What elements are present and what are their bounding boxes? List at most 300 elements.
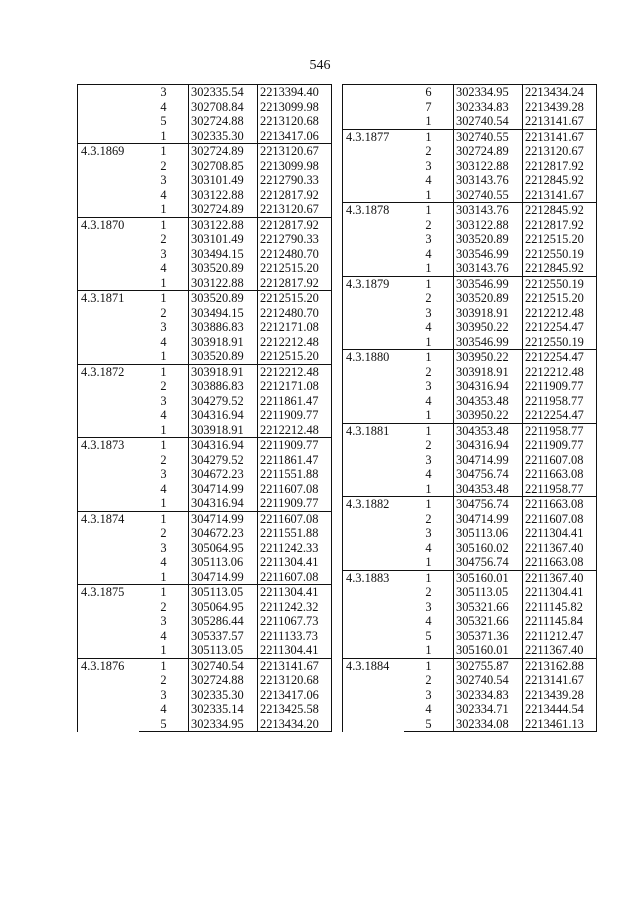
x-coordinate-cell: 303918.91 (454, 365, 523, 380)
point-number-cell: 1 (404, 129, 454, 144)
point-number-cell: 1 (160, 643, 167, 658)
x-coordinate-cell: 303520.89 (454, 232, 523, 247)
point-number-cell: 2 (160, 452, 167, 467)
x-coordinate-cell: 303494.15 (189, 247, 258, 262)
x-coordinate-cell: 304316.94 (189, 408, 258, 423)
point-number-cell: 3 (160, 320, 167, 335)
point-number-cell: 4 (425, 246, 432, 261)
y-coordinate-cell: 2212212.48 (258, 364, 332, 379)
x-coordinate-cell: 304279.52 (189, 453, 258, 468)
point-number-cell: 3 (160, 467, 167, 482)
y-coordinate-cell: 2211909.77 (523, 379, 597, 394)
y-coordinate-cell: 2212817.92 (258, 276, 332, 291)
table-row (343, 423, 597, 438)
y-coordinate-cell: 2212845.92 (523, 173, 597, 188)
y-coordinate-cell: 2212515.20 (258, 349, 332, 364)
point-number-cell: 1 (160, 422, 167, 437)
y-coordinate-cell: 2211145.82 (523, 600, 597, 615)
parcel-id-cell (78, 85, 140, 144)
x-coordinate-cell: 303520.89 (189, 349, 258, 364)
parcel-id-cell: 4.3.1877 (343, 129, 405, 203)
y-coordinate-cell: 2211909.77 (523, 438, 597, 453)
table-row (343, 497, 597, 512)
x-coordinate-cell: 305286.44 (189, 614, 258, 629)
point-number-cell: 1 (425, 643, 432, 658)
table-row (343, 350, 597, 365)
coordinate-table-left (77, 84, 332, 732)
y-coordinate-cell: 2212254.47 (523, 408, 597, 423)
y-coordinate-cell: 2211212.47 (523, 629, 597, 644)
point-number-cell: 2 (425, 291, 432, 306)
y-coordinate-cell: 2211304.41 (523, 526, 597, 541)
x-coordinate-cell: 302724.89 (189, 202, 258, 217)
x-coordinate-cell: 302335.30 (189, 688, 258, 703)
y-coordinate-cell: 2213120.67 (258, 202, 332, 217)
y-coordinate-cell: 2211607.08 (258, 570, 332, 585)
y-coordinate-cell: 2213141.67 (258, 658, 332, 673)
x-coordinate-cell: 305321.66 (454, 614, 523, 629)
point-number-cell: 3 (425, 379, 432, 394)
parcel-id-cell: 4.3.1876 (78, 658, 140, 732)
y-coordinate-cell: 2211909.77 (258, 496, 332, 511)
y-coordinate-cell: 2212845.92 (523, 203, 597, 218)
point-number-cell: 1 (139, 291, 189, 306)
table-row (78, 364, 332, 379)
y-coordinate-cell: 2213461.13 (523, 717, 597, 732)
point-number-cell: 1 (425, 408, 432, 423)
y-coordinate-cell: 2211242.33 (258, 541, 332, 556)
x-coordinate-cell: 304353.48 (454, 394, 523, 409)
x-coordinate-cell: 303122.88 (189, 276, 258, 291)
x-coordinate-cell: 302708.85 (189, 159, 258, 174)
parcel-id-cell: 4.3.1878 (343, 203, 405, 277)
point-number-cell: 4 (425, 320, 432, 335)
y-coordinate-cell: 2213434.20 (258, 717, 332, 732)
x-coordinate-cell: 304714.99 (189, 570, 258, 585)
y-coordinate-cell: 2211607.08 (258, 511, 332, 526)
y-coordinate-cell: 2211607.08 (258, 482, 332, 497)
parcel-id-cell: 4.3.1881 (343, 423, 405, 497)
point-number-cell: 1 (160, 128, 167, 143)
x-coordinate-cell: 304316.94 (189, 496, 258, 511)
y-coordinate-cell: 2212817.92 (523, 218, 597, 233)
point-number-cell: 2 (160, 599, 167, 614)
point-number-cell: 5 (160, 114, 167, 129)
x-coordinate-cell: 303520.89 (189, 261, 258, 276)
point-number-cell: 1 (139, 144, 189, 159)
point-number-cell: 1 (404, 497, 454, 512)
x-coordinate-cell: 305113.05 (189, 585, 258, 600)
y-coordinate-cell: 2211133.73 (258, 629, 332, 644)
point-number-cell: 5 (425, 628, 432, 643)
x-coordinate-cell: 302740.54 (454, 114, 523, 129)
y-coordinate-cell: 2212212.48 (523, 365, 597, 380)
x-coordinate-cell: 304279.52 (189, 394, 258, 409)
parcel-id-cell: 4.3.1869 (78, 144, 140, 218)
y-coordinate-cell: 2211551.88 (258, 526, 332, 541)
table-row (78, 217, 332, 232)
point-number-cell: 3 (160, 393, 167, 408)
parcel-id-cell: 4.3.1872 (78, 364, 140, 438)
point-number-cell: 3 (160, 540, 167, 555)
parcel-id-cell: 4.3.1884 (343, 658, 405, 732)
x-coordinate-cell: 303546.99 (454, 247, 523, 262)
point-number-cell: 4 (425, 614, 432, 629)
point-number-cell: 1 (139, 217, 189, 232)
y-coordinate-cell: 2211367.40 (523, 643, 597, 658)
point-number-cell: 3 (160, 173, 167, 188)
y-coordinate-cell: 2211607.08 (523, 512, 597, 527)
y-coordinate-cell: 2212212.48 (258, 423, 332, 438)
y-coordinate-cell: 2213394.40 (258, 85, 332, 100)
table-row (343, 129, 597, 144)
x-coordinate-cell: 302724.88 (189, 114, 258, 129)
table-row (343, 276, 597, 291)
y-coordinate-cell: 2212212.48 (523, 306, 597, 321)
parcel-id-cell: 4.3.1883 (343, 570, 405, 658)
x-coordinate-cell: 302740.55 (454, 188, 523, 203)
point-number-cell: 4 (160, 99, 167, 114)
y-coordinate-cell: 2213434.24 (523, 85, 597, 100)
x-coordinate-cell: 303520.89 (454, 291, 523, 306)
point-number-cell: 5 (404, 717, 454, 732)
table-row (78, 144, 332, 159)
point-number-cell: 3 (425, 526, 432, 541)
y-coordinate-cell: 2212550.19 (523, 335, 597, 350)
x-coordinate-cell: 302334.08 (454, 717, 523, 732)
point-number-cell: 4 (160, 628, 167, 643)
point-number-cell: 3 (425, 452, 432, 467)
y-coordinate-cell: 2212845.92 (523, 261, 597, 276)
parcel-id-cell: 4.3.1879 (343, 276, 405, 350)
point-number-cell: 3 (425, 232, 432, 247)
coordinate-table-right (342, 84, 597, 732)
point-number-cell: 2 (425, 217, 432, 232)
x-coordinate-cell: 302740.54 (189, 658, 258, 673)
point-number-cell: 2 (160, 673, 167, 688)
x-coordinate-cell: 303950.22 (454, 320, 523, 335)
y-coordinate-cell: 2211663.08 (523, 497, 597, 512)
x-coordinate-cell: 303520.89 (189, 291, 258, 306)
parcel-id-cell (343, 85, 405, 130)
point-number-cell: 3 (160, 687, 167, 702)
x-coordinate-cell: 302708.84 (189, 100, 258, 115)
point-number-cell: 1 (160, 202, 167, 217)
point-number-cell: 2 (160, 379, 167, 394)
x-coordinate-cell: 305064.95 (189, 541, 258, 556)
x-coordinate-cell: 304714.99 (454, 453, 523, 468)
point-number-cell: 2 (160, 232, 167, 247)
y-coordinate-cell: 2213120.68 (258, 114, 332, 129)
table-row (78, 585, 332, 600)
y-coordinate-cell: 2212171.08 (258, 379, 332, 394)
y-coordinate-cell: 2213120.67 (523, 144, 597, 159)
x-coordinate-cell: 302755.87 (454, 658, 523, 673)
x-coordinate-cell: 303950.22 (454, 350, 523, 365)
page-number: 546 (309, 58, 331, 73)
point-number-cell: 3 (160, 614, 167, 629)
y-coordinate-cell: 2211551.88 (258, 467, 332, 482)
x-coordinate-cell: 304353.48 (454, 482, 523, 497)
point-number-cell: 1 (404, 658, 454, 673)
y-coordinate-cell: 2211145.84 (523, 614, 597, 629)
x-coordinate-cell: 304714.99 (189, 482, 258, 497)
point-number-cell: 1 (404, 423, 454, 438)
x-coordinate-cell: 305113.06 (454, 526, 523, 541)
point-number-cell: 4 (160, 334, 167, 349)
parcel-id-cell: 4.3.1875 (78, 585, 140, 659)
x-coordinate-cell: 304714.99 (189, 511, 258, 526)
x-coordinate-cell: 302724.89 (454, 144, 523, 159)
point-number-cell: 3 (425, 305, 432, 320)
y-coordinate-cell: 2211909.77 (258, 408, 332, 423)
point-number-cell: 4 (160, 261, 167, 276)
y-coordinate-cell: 2212817.92 (258, 217, 332, 232)
point-number-cell: 3 (425, 599, 432, 614)
point-number-cell: 1 (425, 187, 432, 202)
point-number-cell: 4 (425, 540, 432, 555)
y-coordinate-cell: 2212790.33 (258, 173, 332, 188)
point-number-cell: 1 (425, 481, 432, 496)
x-coordinate-cell: 303546.99 (454, 335, 523, 350)
y-coordinate-cell: 2213141.67 (523, 673, 597, 688)
y-coordinate-cell: 2211909.77 (258, 438, 332, 453)
y-coordinate-cell: 2211861.47 (258, 394, 332, 409)
x-coordinate-cell: 304756.74 (454, 555, 523, 570)
y-coordinate-cell: 2213417.06 (258, 129, 332, 144)
y-coordinate-cell: 2212817.92 (258, 188, 332, 203)
y-coordinate-cell: 2212515.20 (258, 261, 332, 276)
y-coordinate-cell: 2211663.08 (523, 555, 597, 570)
y-coordinate-cell: 2213162.88 (523, 658, 597, 673)
point-number-cell: 4 (425, 467, 432, 482)
point-number-cell: 4 (160, 481, 167, 496)
parcel-id-cell: 4.3.1882 (343, 497, 405, 571)
point-number-cell: 2 (160, 305, 167, 320)
point-number-cell: 2 (160, 158, 167, 173)
x-coordinate-cell: 303918.91 (454, 306, 523, 321)
point-number-cell: 2 (425, 144, 432, 159)
point-number-cell: 4 (425, 393, 432, 408)
y-coordinate-cell: 2212254.47 (523, 320, 597, 335)
table-row (78, 511, 332, 526)
y-coordinate-cell: 2213120.68 (258, 673, 332, 688)
x-coordinate-cell: 302740.54 (454, 673, 523, 688)
y-coordinate-cell: 2213099.98 (258, 100, 332, 115)
y-coordinate-cell: 2211861.47 (258, 453, 332, 468)
x-coordinate-cell: 303546.99 (454, 276, 523, 291)
parcel-id-cell: 4.3.1873 (78, 438, 140, 512)
point-number-cell: 2 (425, 438, 432, 453)
point-number-cell: 7 (425, 99, 432, 114)
y-coordinate-cell: 2211958.77 (523, 394, 597, 409)
point-number-cell: 4 (425, 702, 432, 717)
table-row (343, 570, 597, 585)
point-number-cell: 2 (160, 526, 167, 541)
y-coordinate-cell: 2211367.40 (523, 541, 597, 556)
point-number-cell: 5 (139, 717, 189, 732)
point-number-cell: 1 (404, 570, 454, 585)
point-number-cell: 1 (404, 350, 454, 365)
point-number-cell: 1 (160, 349, 167, 364)
x-coordinate-cell: 304714.99 (454, 512, 523, 527)
x-coordinate-cell: 304672.23 (189, 526, 258, 541)
x-coordinate-cell: 303143.76 (454, 261, 523, 276)
y-coordinate-cell: 2211663.08 (523, 467, 597, 482)
y-coordinate-cell: 2213439.28 (523, 688, 597, 703)
x-coordinate-cell: 305160.01 (454, 643, 523, 658)
parcel-id-cell: 4.3.1874 (78, 511, 140, 585)
point-number-cell: 1 (425, 114, 432, 129)
point-number-cell: 1 (160, 275, 167, 290)
y-coordinate-cell: 2213141.67 (523, 188, 597, 203)
x-coordinate-cell: 302335.54 (189, 85, 258, 100)
point-number-cell: 1 (139, 438, 189, 453)
parcel-id-cell: 4.3.1871 (78, 291, 140, 365)
y-coordinate-cell: 2211067.73 (258, 614, 332, 629)
point-number-cell: 3 (425, 158, 432, 173)
x-coordinate-cell: 305113.05 (454, 585, 523, 600)
y-coordinate-cell: 2212212.48 (258, 335, 332, 350)
y-coordinate-cell: 2212480.70 (258, 306, 332, 321)
x-coordinate-cell: 302740.55 (454, 129, 523, 144)
x-coordinate-cell: 305064.95 (189, 600, 258, 615)
y-coordinate-cell: 2212515.20 (523, 232, 597, 247)
x-coordinate-cell: 302334.95 (454, 85, 523, 100)
point-number-cell: 1 (404, 276, 454, 291)
y-coordinate-cell: 2213120.67 (258, 144, 332, 159)
y-coordinate-cell: 2211304.41 (258, 643, 332, 658)
table-row (78, 85, 332, 100)
y-coordinate-cell: 2211304.41 (523, 585, 597, 600)
x-coordinate-cell: 303122.88 (454, 159, 523, 174)
x-coordinate-cell: 302724.88 (189, 673, 258, 688)
point-number-cell: 2 (425, 673, 432, 688)
y-coordinate-cell: 2212254.47 (523, 350, 597, 365)
point-number-cell: 4 (160, 702, 167, 717)
x-coordinate-cell: 302334.83 (454, 688, 523, 703)
y-coordinate-cell: 2213439.28 (523, 100, 597, 115)
x-coordinate-cell: 302335.14 (189, 702, 258, 717)
x-coordinate-cell: 302334.71 (454, 702, 523, 717)
x-coordinate-cell: 304756.74 (454, 497, 523, 512)
point-number-cell: 2 (425, 585, 432, 600)
x-coordinate-cell: 303122.88 (189, 217, 258, 232)
table-row (78, 438, 332, 453)
x-coordinate-cell: 305160.01 (454, 570, 523, 585)
x-coordinate-cell: 303143.76 (454, 173, 523, 188)
x-coordinate-cell: 303494.15 (189, 306, 258, 321)
point-number-cell: 4 (160, 187, 167, 202)
x-coordinate-cell: 303950.22 (454, 408, 523, 423)
x-coordinate-cell: 303101.49 (189, 232, 258, 247)
x-coordinate-cell: 303886.83 (189, 320, 258, 335)
y-coordinate-cell: 2212480.70 (258, 247, 332, 262)
point-number-cell: 4 (160, 408, 167, 423)
point-number-cell: 1 (139, 364, 189, 379)
x-coordinate-cell: 303918.91 (189, 364, 258, 379)
point-number-cell: 1 (404, 203, 454, 218)
x-coordinate-cell: 305113.05 (189, 643, 258, 658)
point-number-cell: 1 (139, 511, 189, 526)
x-coordinate-cell: 303886.83 (189, 379, 258, 394)
point-number-cell: 1 (139, 658, 189, 673)
y-coordinate-cell: 2212790.33 (258, 232, 332, 247)
y-coordinate-cell: 2212817.92 (523, 159, 597, 174)
x-coordinate-cell: 302334.95 (189, 717, 258, 732)
x-coordinate-cell: 304316.94 (454, 438, 523, 453)
y-coordinate-cell: 2211304.41 (258, 555, 332, 570)
parcel-id-cell: 4.3.1880 (343, 350, 405, 424)
parcel-id-cell: 4.3.1870 (78, 217, 140, 291)
x-coordinate-cell: 303918.91 (189, 423, 258, 438)
y-coordinate-cell: 2213099.98 (258, 159, 332, 174)
table-row (343, 203, 597, 218)
point-number-cell: 3 (425, 687, 432, 702)
table-row (78, 291, 332, 306)
x-coordinate-cell: 302335.30 (189, 129, 258, 144)
x-coordinate-cell: 302724.89 (189, 144, 258, 159)
y-coordinate-cell: 2213444.54 (523, 702, 597, 717)
point-number-cell: 1 (425, 555, 432, 570)
x-coordinate-cell: 304316.94 (454, 379, 523, 394)
y-coordinate-cell: 2211367.40 (523, 570, 597, 585)
x-coordinate-cell: 302334.83 (454, 100, 523, 115)
y-coordinate-cell: 2211242.32 (258, 600, 332, 615)
x-coordinate-cell: 304316.94 (189, 438, 258, 453)
point-number-cell: 2 (425, 364, 432, 379)
table-row (78, 658, 332, 673)
x-coordinate-cell: 304672.23 (189, 467, 258, 482)
point-number-cell: 1 (425, 261, 432, 276)
table-row (343, 658, 597, 673)
x-coordinate-cell: 304756.74 (454, 467, 523, 482)
y-coordinate-cell: 2212550.19 (523, 247, 597, 262)
x-coordinate-cell: 303143.76 (454, 203, 523, 218)
y-coordinate-cell: 2212515.20 (258, 291, 332, 306)
y-coordinate-cell: 2211958.77 (523, 423, 597, 438)
y-coordinate-cell: 2211304.41 (258, 585, 332, 600)
table-row (343, 85, 597, 100)
point-number-cell: 3 (139, 85, 189, 100)
x-coordinate-cell: 305160.02 (454, 541, 523, 556)
x-coordinate-cell: 305337.57 (189, 629, 258, 644)
point-number-cell: 1 (160, 496, 167, 511)
y-coordinate-cell: 2213141.67 (523, 114, 597, 129)
point-number-cell: 1 (160, 569, 167, 584)
y-coordinate-cell: 2213425.58 (258, 702, 332, 717)
point-number-cell: 4 (425, 173, 432, 188)
x-coordinate-cell: 303918.91 (189, 335, 258, 350)
y-coordinate-cell: 2213417.06 (258, 688, 332, 703)
y-coordinate-cell: 2212515.20 (523, 291, 597, 306)
x-coordinate-cell: 305371.36 (454, 629, 523, 644)
x-coordinate-cell: 305321.66 (454, 600, 523, 615)
y-coordinate-cell: 2212171.08 (258, 320, 332, 335)
point-number-cell: 4 (160, 555, 167, 570)
point-number-cell: 3 (160, 246, 167, 261)
x-coordinate-cell: 303122.88 (189, 188, 258, 203)
y-coordinate-cell: 2211607.08 (523, 453, 597, 468)
point-number-cell: 6 (404, 85, 454, 100)
point-number-cell: 2 (425, 511, 432, 526)
y-coordinate-cell: 2212550.19 (523, 276, 597, 291)
x-coordinate-cell: 304353.48 (454, 423, 523, 438)
x-coordinate-cell: 305113.06 (189, 555, 258, 570)
point-number-cell: 1 (139, 585, 189, 600)
point-number-cell: 1 (425, 334, 432, 349)
x-coordinate-cell: 303122.88 (454, 218, 523, 233)
